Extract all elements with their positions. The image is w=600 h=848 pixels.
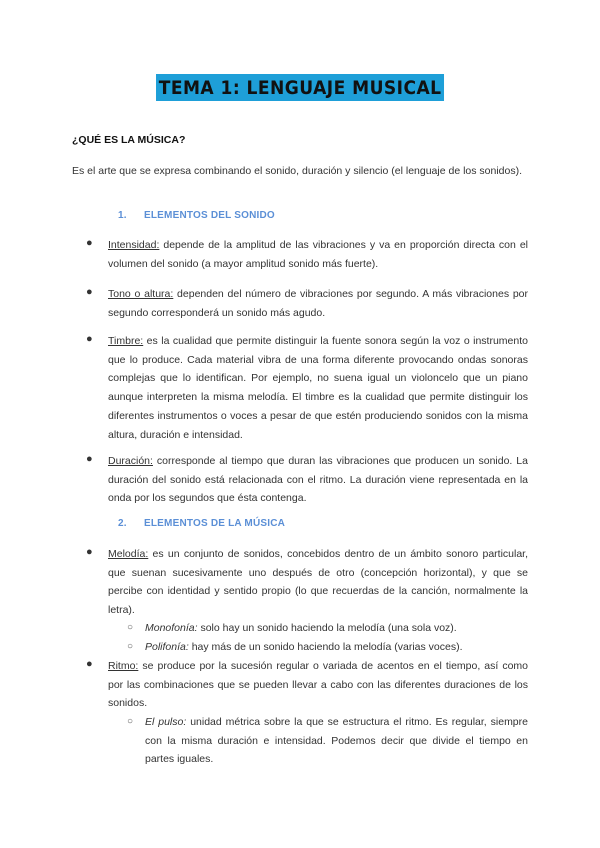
bullet-icon: ● <box>86 333 93 345</box>
bullet-icon: ● <box>86 658 93 670</box>
term: Timbre: <box>108 335 144 347</box>
sub-item-pulso <box>145 713 528 769</box>
term: Monofonía: <box>145 622 198 634</box>
term: Polifonía: <box>145 641 189 653</box>
definition: se produce por la sucesión regular o variada de acentos en el tiempo, así como por las combinaciones que se pueden llevar a cabo con las diferentes duraciones de los sonidos. <box>108 660 528 710</box>
term: Intensidad: <box>108 239 160 251</box>
section-heading-sonido <box>118 210 275 221</box>
definition: corresponde al tiempo que duran las vibraciones que producen un sonido. La duración del sonido está relacionada con el ritmo. La duración viene representada en la onda por los segundos que ésta contenga. <box>108 455 528 505</box>
intro-paragraph: Es el arte que se expresa combinando el sonido, duración y silencio (el lenguaje de los sonidos). <box>72 165 523 177</box>
sub-item-polifonia <box>145 638 528 657</box>
section-number: 1. <box>118 210 127 221</box>
definition: solo hay un sonido haciendo la melodía (una sola voz). <box>197 622 457 634</box>
sub-bullet-icon: ○ <box>127 641 134 652</box>
list-item-intensidad <box>108 236 528 273</box>
term: Ritmo: <box>108 660 139 672</box>
section-heading-musica <box>118 518 285 529</box>
list-item-duracion <box>108 452 528 508</box>
list-item-tono <box>108 285 528 322</box>
document-title: TEMA 1: LENGUAJE MUSICAL <box>156 74 444 101</box>
sub-bullet-icon: ○ <box>127 716 134 727</box>
section-title: ELEMENTOS DE LA MÚSICA <box>144 518 286 529</box>
term: Melodía: <box>108 548 149 560</box>
term: El pulso: <box>145 716 187 728</box>
term: Duración: <box>108 455 153 467</box>
title-container <box>0 74 600 101</box>
bullet-icon: ● <box>86 237 93 249</box>
list-item-timbre <box>108 332 528 444</box>
bullet-icon: ● <box>86 546 93 558</box>
definition: depende de la amplitud de las vibraciones y va en proporción directa con el volumen del sonido (a mayor amplitud sonido más fuerte). <box>108 239 528 270</box>
definition: es un conjunto de sonidos, concebidos dentro de un ámbito sonoro particular, que suenan sucesivamente uno después de otro (concepción horizontal), y que se percibe con identidad y sentido propio (lo que recuerdas de la canción, normalmente la letra). <box>108 548 528 617</box>
sub-item-monofonia <box>145 619 528 638</box>
definition: dependen del número de vibraciones por segundo. A más vibraciones por segundo corresponderá un sonido más agudo. <box>108 288 528 319</box>
sub-bullet-icon: ○ <box>127 622 134 633</box>
bullet-icon: ● <box>86 286 93 298</box>
list-item-ritmo <box>108 657 528 713</box>
section-title: ELEMENTOS DEL SONIDO <box>144 210 275 221</box>
list-item-melodia <box>108 545 528 620</box>
definition: es la cualidad que permite distinguir la fuente sonora según la voz o instrumento que lo produce. Cada material vibra de una forma diferente provocando ondas sonoras complejas que lo identifican. Por ejemplo, no suena igual un violoncelo que un piano aunque interpreten la misma melodía. El timbre es la cualidad que permite distinguir los diferentes instrumentos o voces a pesar de que estén produciendo sonidos con la misma altura, duración e intensidad. <box>108 335 528 441</box>
term: Tono o altura: <box>108 288 174 300</box>
definition: hay más de un sonido haciendo la melodía (varias voces). <box>188 641 463 653</box>
bullet-icon: ● <box>86 453 93 465</box>
definition: unidad métrica sobre la que se estructura el ritmo. Es regular, siempre con la misma duración e intensidad. Podemos decir que divide el tiempo en partes iguales. <box>145 716 528 766</box>
section-number: 2. <box>118 518 127 529</box>
question-heading: ¿QUÉ ES LA MÚSICA? <box>72 134 186 146</box>
